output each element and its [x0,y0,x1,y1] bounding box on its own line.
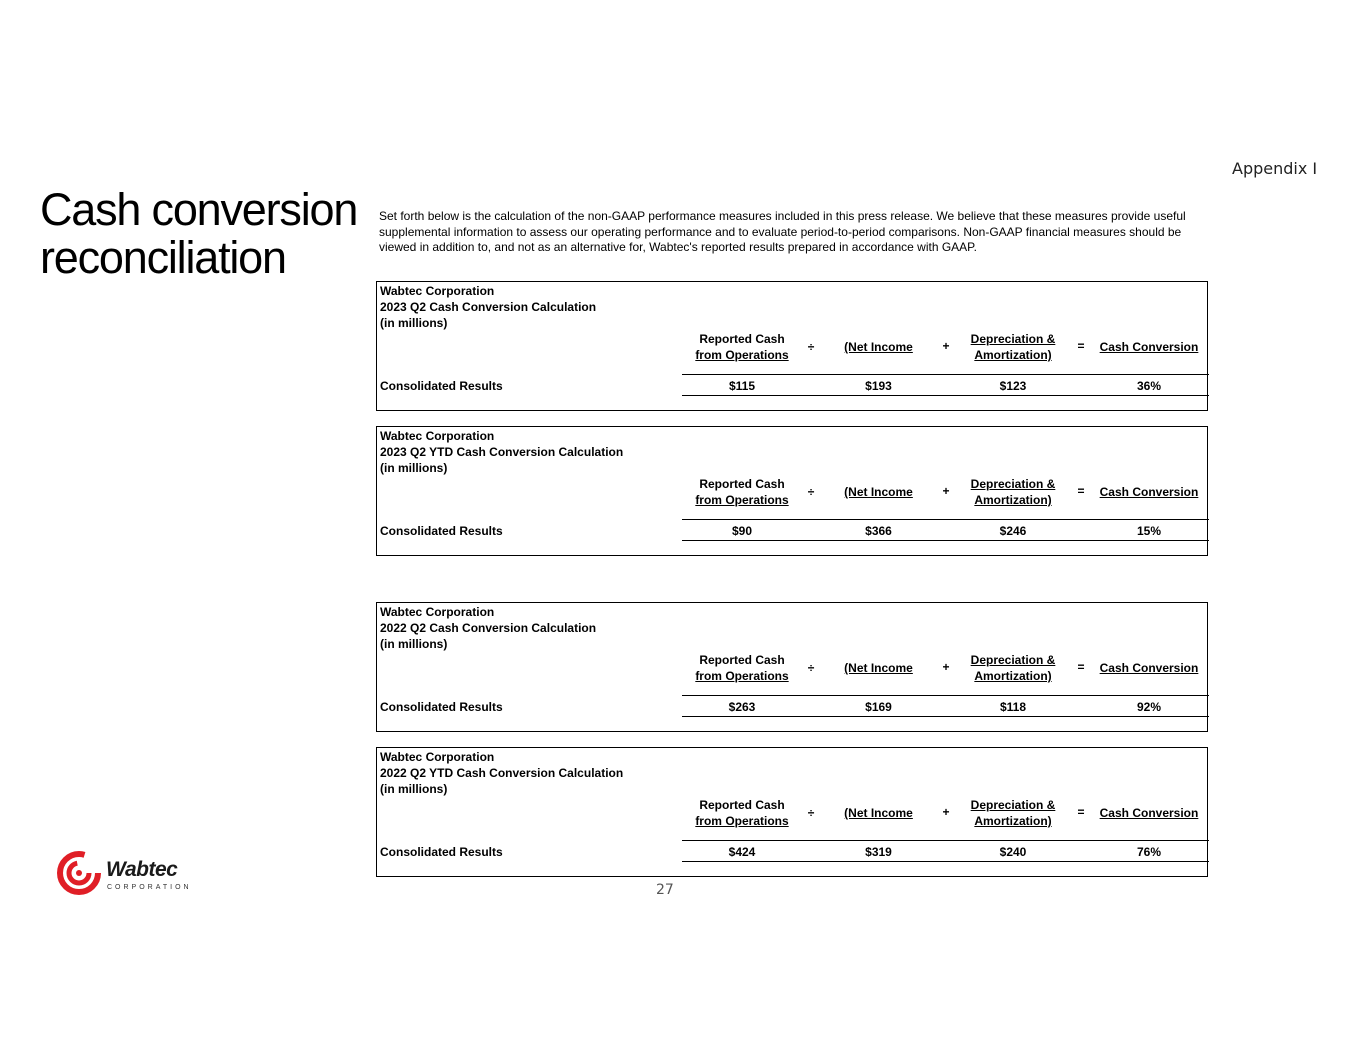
table-company: Wabtec Corporation [380,605,495,619]
wabtec-swirl-icon [55,848,103,896]
logo-wordmark: Wabtec [106,858,178,881]
table-company: Wabtec Corporation [380,750,495,764]
row-label: Consolidated Results [380,379,503,393]
value-net-income: $169 [865,700,892,714]
intro-paragraph: Set forth below is the calculation of the non-GAAP performance measures included in this press release. We believe that these measures provide useful supplemental information to assess our operating performance and to evaluate period-to-period comparisons. Non-GAAP financial measures should be viewed in addition to, and not as an alternative for, Wabtec's reported results prepared in accordance with GAAP. [379,209,1186,254]
col-header-net-income: (Net Income [844,485,913,499]
wabtec-logo [55,848,205,898]
cash-conversion-table [376,602,1208,732]
plus-operator: + [942,484,950,498]
row-label: Consolidated Results [380,845,503,859]
cash-conversion-table [376,426,1208,556]
cash-conversion-table [376,281,1208,411]
divide-operator: ÷ [807,661,815,675]
total-rule [682,716,1209,717]
value-da: $240 [999,845,1027,859]
header-rule [682,840,1209,841]
col-header-da: Depreciation & Amortization) [970,798,1056,828]
value-cash: $263 [728,700,756,714]
divide-operator: ÷ [807,340,815,354]
value-da: $123 [999,379,1027,393]
value-cash: $90 [731,524,753,538]
total-rule [682,540,1209,541]
appendix-label: Appendix I [1232,159,1318,178]
col-header-conversion: Cash Conversion [1099,340,1199,354]
header-rule [682,695,1209,696]
equals-operator: = [1077,484,1085,498]
table-subtitle: 2022 Q2 YTD Cash Conversion Calculation [380,766,624,780]
total-rule [682,395,1209,396]
col-header-conversion: Cash Conversion [1099,661,1199,675]
value-conversion: 76% [1136,845,1162,859]
value-conversion: 15% [1136,524,1162,538]
table-units: (in millions) [380,782,448,796]
col-header-conversion: Cash Conversion [1099,485,1199,499]
row-label: Consolidated Results [380,524,503,538]
page-number: 27 [656,882,674,898]
col-header-conversion: Cash Conversion [1099,806,1199,820]
col-header-net-income: (Net Income [844,661,913,675]
logo-subtitle: CORPORATION [107,884,192,891]
header-rule [682,374,1209,375]
cash-conversion-table [376,747,1208,877]
col-header-da: Depreciation & Amortization) [970,653,1056,683]
value-cash: $424 [728,845,756,859]
row-label: Consolidated Results [380,700,503,714]
plus-operator: + [942,660,950,674]
divide-operator: ÷ [807,485,815,499]
table-units: (in millions) [380,637,448,651]
value-conversion: 36% [1136,379,1162,393]
plus-operator: + [942,805,950,819]
value-conversion: 92% [1136,700,1162,714]
value-da: $246 [999,524,1027,538]
col-header-cash: Reported Cash from Operations [695,653,789,683]
col-header-net-income: (Net Income [844,340,913,354]
total-rule [682,861,1209,862]
plus-operator: + [942,339,950,353]
table-company: Wabtec Corporation [380,284,495,298]
col-header-da: Depreciation & Amortization) [970,477,1056,507]
table-subtitle: 2023 Q2 Cash Conversion Calculation [380,300,597,314]
col-header-cash: Reported Cash from Operations [695,332,789,362]
col-header-cash: Reported Cash from Operations [695,477,789,507]
table-company: Wabtec Corporation [380,429,495,443]
col-header-net-income: (Net Income [844,806,913,820]
table-units: (in millions) [380,316,448,330]
col-header-da: Depreciation & Amortization) [970,332,1056,362]
header-rule [682,519,1209,520]
table-units: (in millions) [380,461,448,475]
page-title: Cash conversion reconciliation [40,184,358,283]
value-da: $118 [999,700,1027,714]
divide-operator: ÷ [807,806,815,820]
value-net-income: $366 [865,524,892,538]
value-net-income: $319 [865,845,892,859]
value-cash: $115 [728,379,756,393]
table-subtitle: 2023 Q2 YTD Cash Conversion Calculation [380,445,624,459]
equals-operator: = [1077,339,1085,353]
equals-operator: = [1077,660,1085,674]
table-subtitle: 2022 Q2 Cash Conversion Calculation [380,621,597,635]
equals-operator: = [1077,805,1085,819]
col-header-cash: Reported Cash from Operations [695,798,789,828]
value-net-income: $193 [865,379,892,393]
